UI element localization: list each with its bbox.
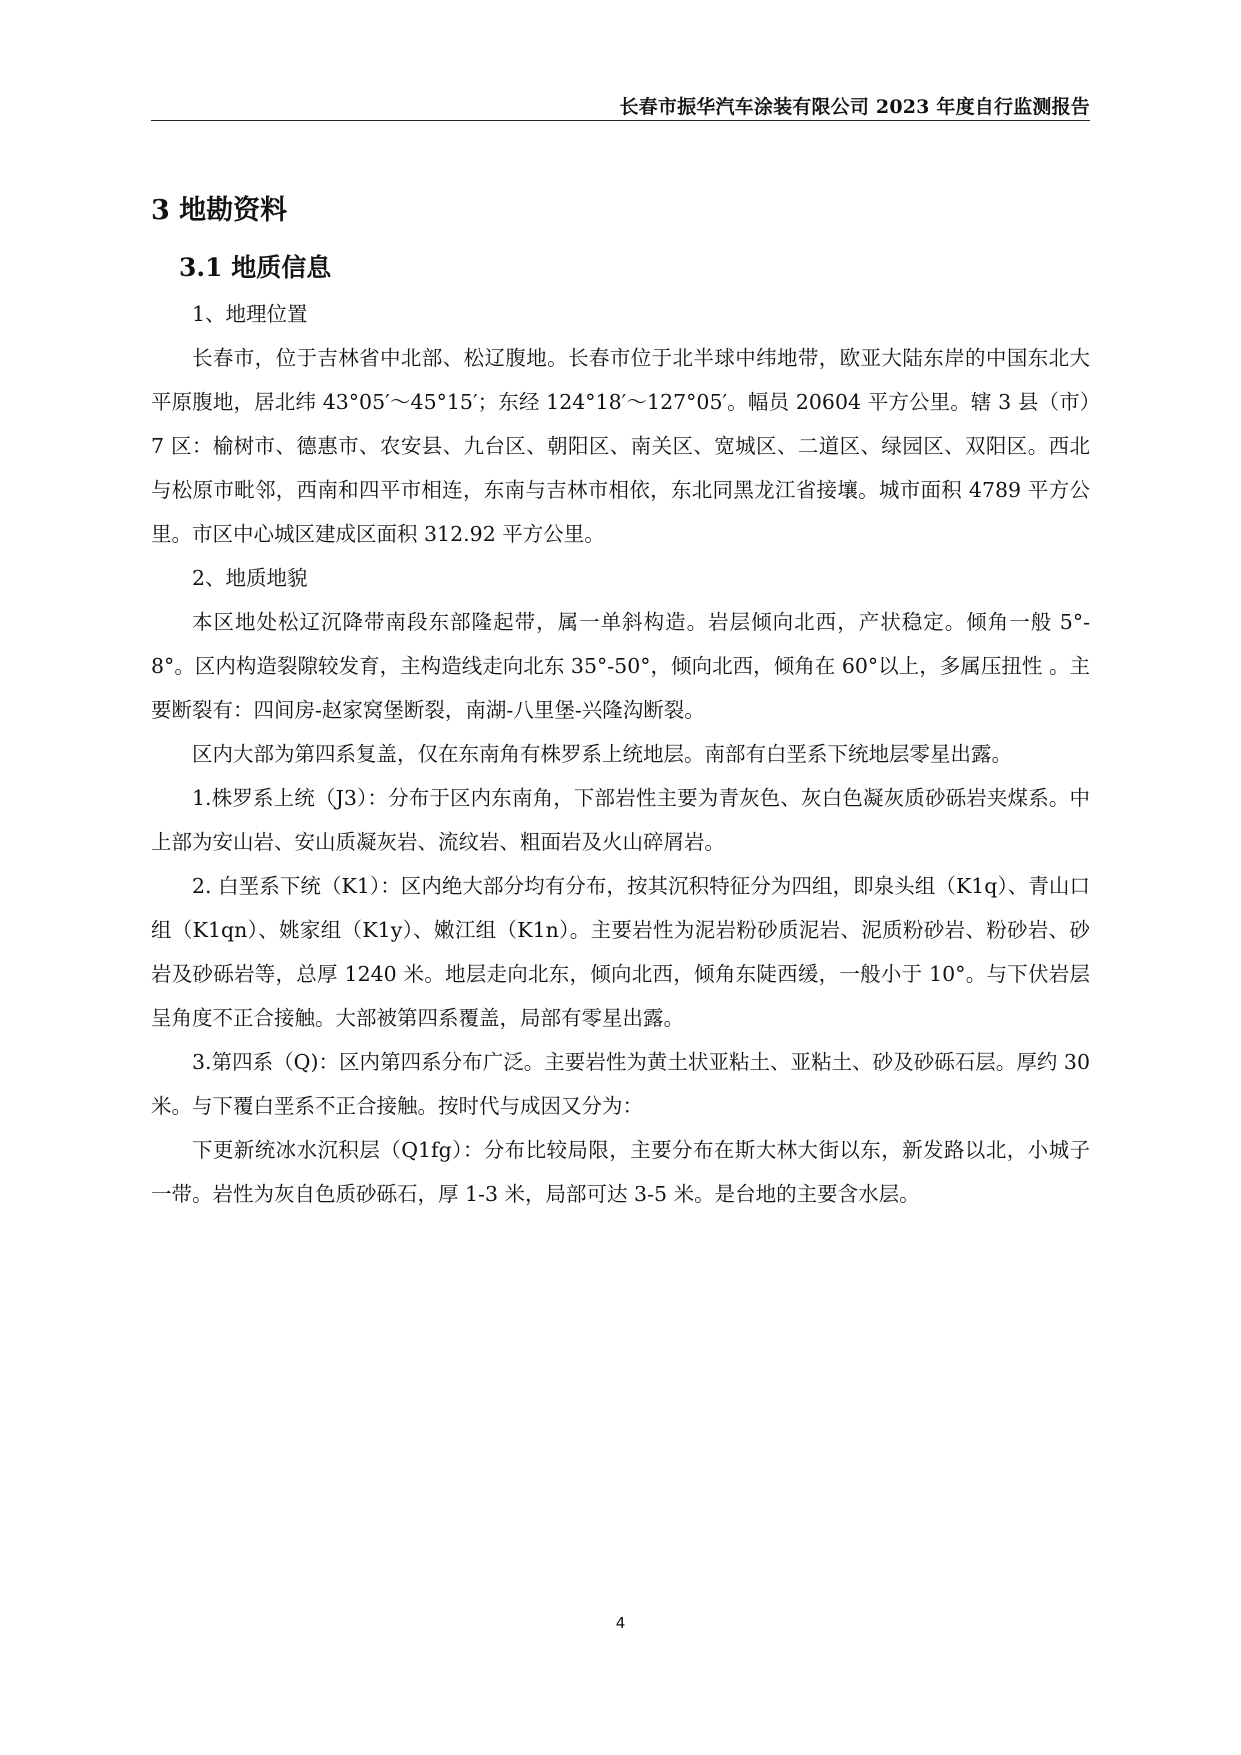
header-divider	[151, 120, 1090, 121]
paragraph-location: 长春市，位于吉林省中北部、松辽腹地。长春市位于北半球中纬地带，欧亚大陆东岸的中国东北大平原腹地，居北纬 43°05′～45°15′；东经 124°18′～127°05′。幅员 20604 平方公里。辖 3 县（市）7 区：榆树市、德惠市、农安县、九台区、朝阳区、南关区、宽城区、二道区、绿园区、双阳区。西北与松原市毗邻，西南和四平市相连，东南与吉林市相依，东北同黑龙江省接壤。城市面积 4789 平方公里。市区中心城区建成区面积 312.92 平方公里。	[151, 346, 1090, 546]
paragraph-quaternary: 3.第四系（Q)：区内第四系分布广泛。主要岩性为黄土状亚粘土、亚粘土、砂及砂砾石层。厚约 30 米。与下覆白垩系不正合接触。按时代与成因又分为：	[151, 1050, 1090, 1118]
paragraph-jurassic: 1.株罗系上统（J3）：分布于区内东南角，下部岩性主要为青灰色、灰白色凝灰质砂砾岩夹煤系。中上部为安山岩、安山质凝灰岩、流纹岩、粗面岩及火山碎屑岩。	[151, 786, 1090, 854]
paragraph-cretaceous: 2. 白垩系下统（K1）：区内绝大部分均有分布，按其沉积特征分为四组，即泉头组（K1q）、青山口组（K1qn）、姚家组（K1y）、嫩江组（K1n）。主要岩性为泥岩粉砂质泥岩、泥质粉砂岩、粉砂岩、砂岩及砂砾岩等，总厚 1240 米。地层走向北东，倾向北西，倾角东陡西缓，一般小于 10°。与下伏岩层呈角度不正合接触。大部被第四系覆盖，局部有零星出露。	[151, 874, 1090, 1030]
paragraph-heading-location: 1、地理位置	[192, 302, 308, 326]
document-body	[151, 188, 1090, 1216]
page-header	[151, 92, 1090, 116]
header-title: 长春市振华汽车涂装有限公司 2023 年度自行监测报告	[619, 96, 1090, 118]
paragraph-pleistocene: 下更新统冰水沉积层（Q1fg）：分布比较局限，主要分布在斯大林大街以东，新发路以北，小城子一带。岩性为灰自色质砂砾石，厚 1-3 米，局部可达 3-5 米。是台地的主要含水层。	[151, 1138, 1090, 1206]
page-number: 4	[615, 1614, 626, 1632]
subsection-title: 3.1 地质信息	[179, 253, 332, 282]
paragraph-heading-geology: 2、地质地貌	[192, 566, 308, 590]
section-title: 3 地勘资料	[151, 195, 288, 226]
paragraph-structure: 本区地处松辽沉降带南段东部隆起带，属一单斜构造。岩层倾向北西，产状稳定。倾角一般 5°-8°。区内构造裂隙较发育，主构造线走向北东 35°-50°，倾向北西，倾角在 60°以上，多属压扭性 。主要断裂有：四间房-赵家窝堡断裂，南湖-八里堡-兴隆沟断裂。	[151, 610, 1090, 722]
paragraph-cover: 区内大部为第四系复盖，仅在东南角有株罗系上统地层。南部有白垩系下统地层零星出露。	[192, 742, 1012, 766]
